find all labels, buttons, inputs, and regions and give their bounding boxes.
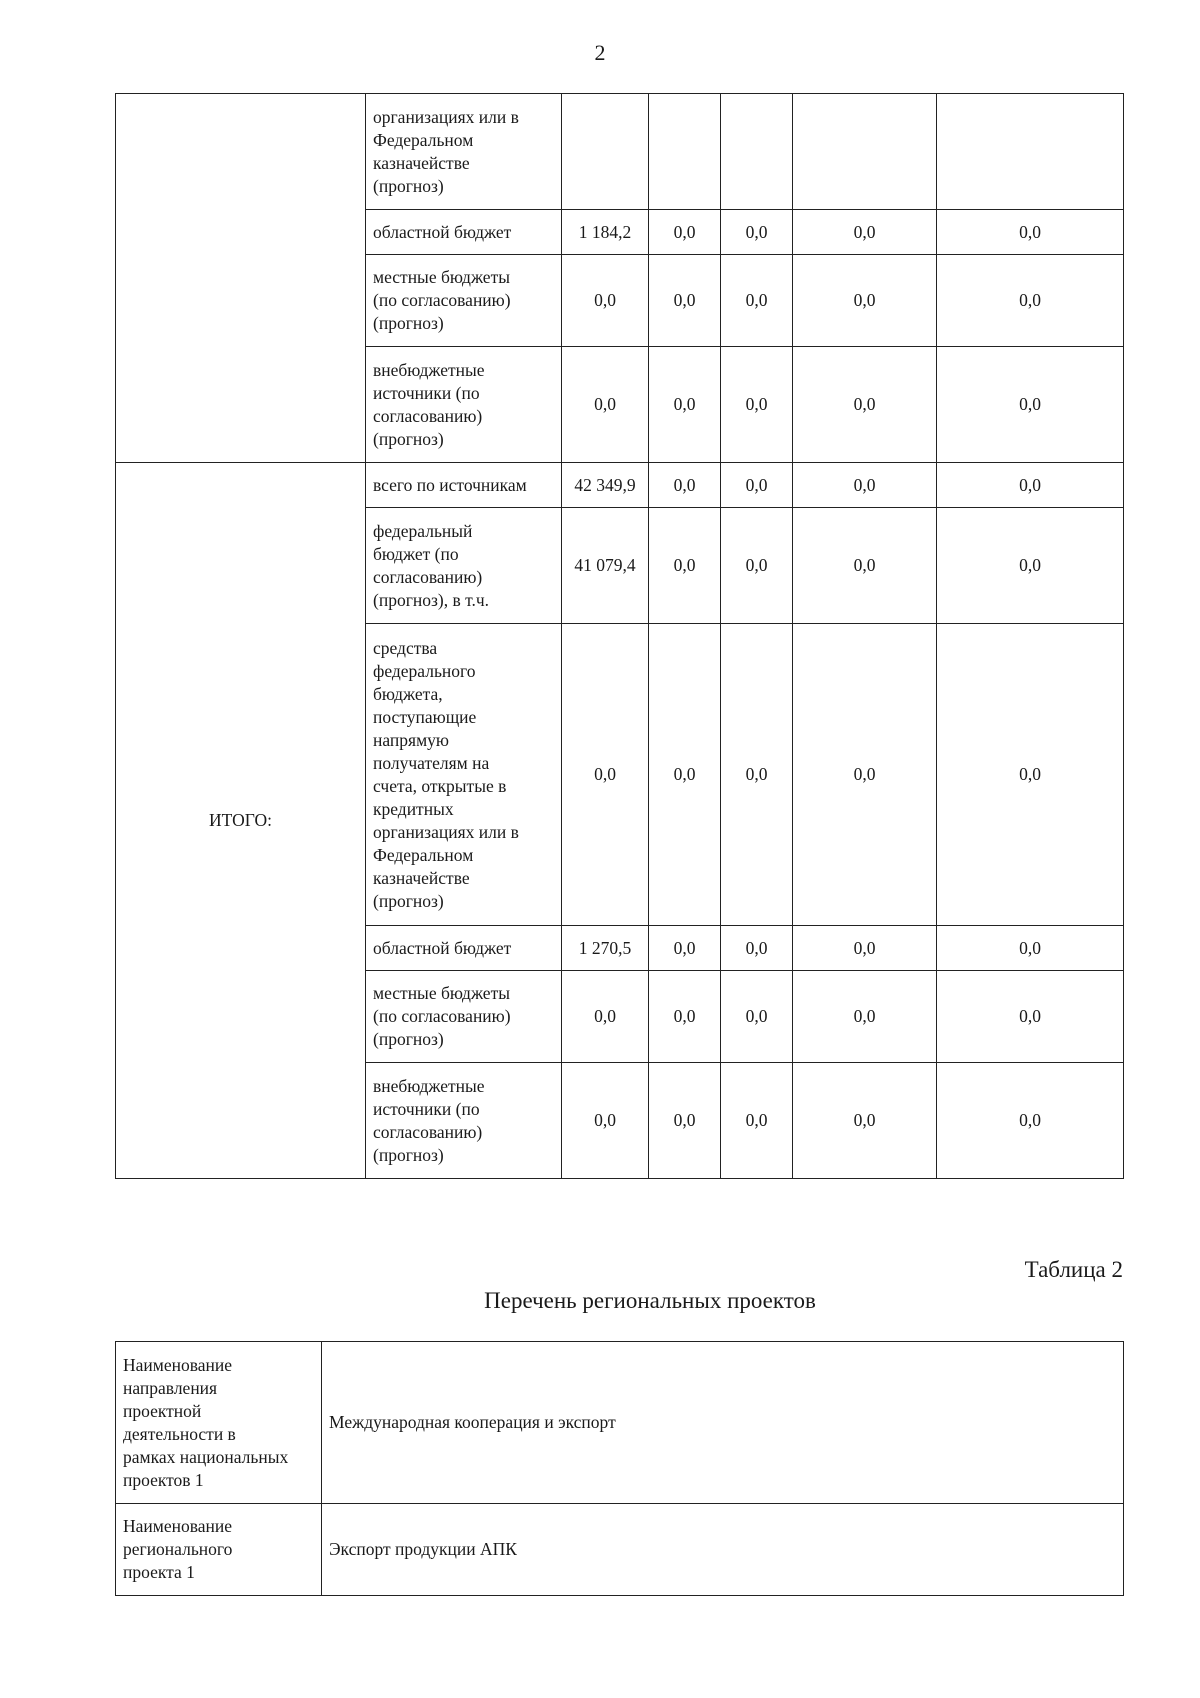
cell-value: 0,0 [721, 926, 793, 971]
cell-value: 0,0 [937, 508, 1124, 624]
table-row [116, 94, 1124, 210]
cell-value: 0,0 [793, 347, 937, 463]
row-label: федеральный бюджет (по согласованию) (прогноз), в т.ч. [366, 508, 562, 624]
cell-value [649, 94, 721, 210]
row-label: областной бюджет [366, 210, 562, 255]
cell-value: 1 184,2 [562, 210, 649, 255]
cell-value: 0,0 [793, 1063, 937, 1179]
cell-value: 0,0 [649, 255, 721, 347]
cell-value: 0,0 [793, 463, 937, 508]
cell-value: 0,0 [793, 210, 937, 255]
cell-value: 0,0 [562, 255, 649, 347]
table-row [116, 1342, 1124, 1504]
cell-value: 41 079,4 [562, 508, 649, 624]
cell-value: 0,0 [649, 624, 721, 926]
cell-value [937, 94, 1124, 210]
row-value: Экспорт продукции АПК [322, 1504, 1124, 1596]
cell-value: 0,0 [937, 1063, 1124, 1179]
row-label: Наименование направления проектной деятельности в рамках национальных проектов 1 [116, 1342, 322, 1504]
row-label: внебюджетные источники (по согласованию) (прогноз) [366, 347, 562, 463]
cell-value: 0,0 [649, 926, 721, 971]
cell-value: 0,0 [937, 210, 1124, 255]
cell-value: 0,0 [721, 210, 793, 255]
regional-projects-table [115, 1341, 1124, 1596]
cell-value: 0,0 [562, 624, 649, 926]
cell-value: 0,0 [937, 624, 1124, 926]
cell-value: 42 349,9 [562, 463, 649, 508]
cell-value: 0,0 [649, 210, 721, 255]
cell-value: 0,0 [721, 624, 793, 926]
cell-value: 0,0 [562, 1063, 649, 1179]
row-label: местные бюджеты (по согласованию) (прогноз) [366, 971, 562, 1063]
cell-value: 0,0 [793, 255, 937, 347]
page-number: 2 [594, 40, 606, 65]
group-label-itogo: ИТОГО: [116, 463, 366, 1179]
cell-value: 0,0 [562, 971, 649, 1063]
cell-value: 0,0 [562, 347, 649, 463]
table-row [116, 463, 1124, 508]
cell-value: 0,0 [793, 926, 937, 971]
cell-value [562, 94, 649, 210]
cell-value: 0,0 [649, 508, 721, 624]
cell-value: 0,0 [937, 255, 1124, 347]
table-number: Таблица 2 [1024, 1257, 1123, 1282]
cell-value: 0,0 [649, 1063, 721, 1179]
row-label: средства федерального бюджета, поступающие напрямую получателям на счета, открытые в кредитных организациях или в Федеральном казначействе (прогноз) [366, 624, 562, 926]
cell-value [721, 94, 793, 210]
cell-value: 0,0 [793, 624, 937, 926]
row-label: внебюджетные источники (по согласованию) (прогноз) [366, 1063, 562, 1179]
cell-value: 0,0 [721, 971, 793, 1063]
row-label: организациях или в Федеральном казначействе (прогноз) [366, 94, 562, 210]
cell-value: 0,0 [721, 255, 793, 347]
cell-value: 0,0 [937, 971, 1124, 1063]
cell-value: 0,0 [793, 508, 937, 624]
cell-value: 0,0 [721, 347, 793, 463]
cell-value: 0,0 [937, 926, 1124, 971]
group-label [116, 94, 366, 463]
table-title: Перечень региональных проектов [484, 1288, 816, 1313]
row-label: областной бюджет [366, 926, 562, 971]
cell-value: 0,0 [793, 971, 937, 1063]
cell-value: 0,0 [937, 347, 1124, 463]
funding-table [115, 93, 1124, 1179]
cell-value: 1 270,5 [562, 926, 649, 971]
cell-value: 0,0 [649, 463, 721, 508]
cell-value: 0,0 [649, 971, 721, 1063]
row-label: всего по источникам [366, 463, 562, 508]
row-label: местные бюджеты (по согласованию) (прогноз) [366, 255, 562, 347]
cell-value: 0,0 [721, 508, 793, 624]
cell-value: 0,0 [721, 1063, 793, 1179]
row-value: Международная кооперация и экспорт [322, 1342, 1124, 1504]
table-row [116, 1504, 1124, 1596]
row-label: Наименование регионального проекта 1 [116, 1504, 322, 1596]
cell-value: 0,0 [937, 463, 1124, 508]
cell-value [793, 94, 937, 210]
cell-value: 0,0 [649, 347, 721, 463]
cell-value: 0,0 [721, 463, 793, 508]
